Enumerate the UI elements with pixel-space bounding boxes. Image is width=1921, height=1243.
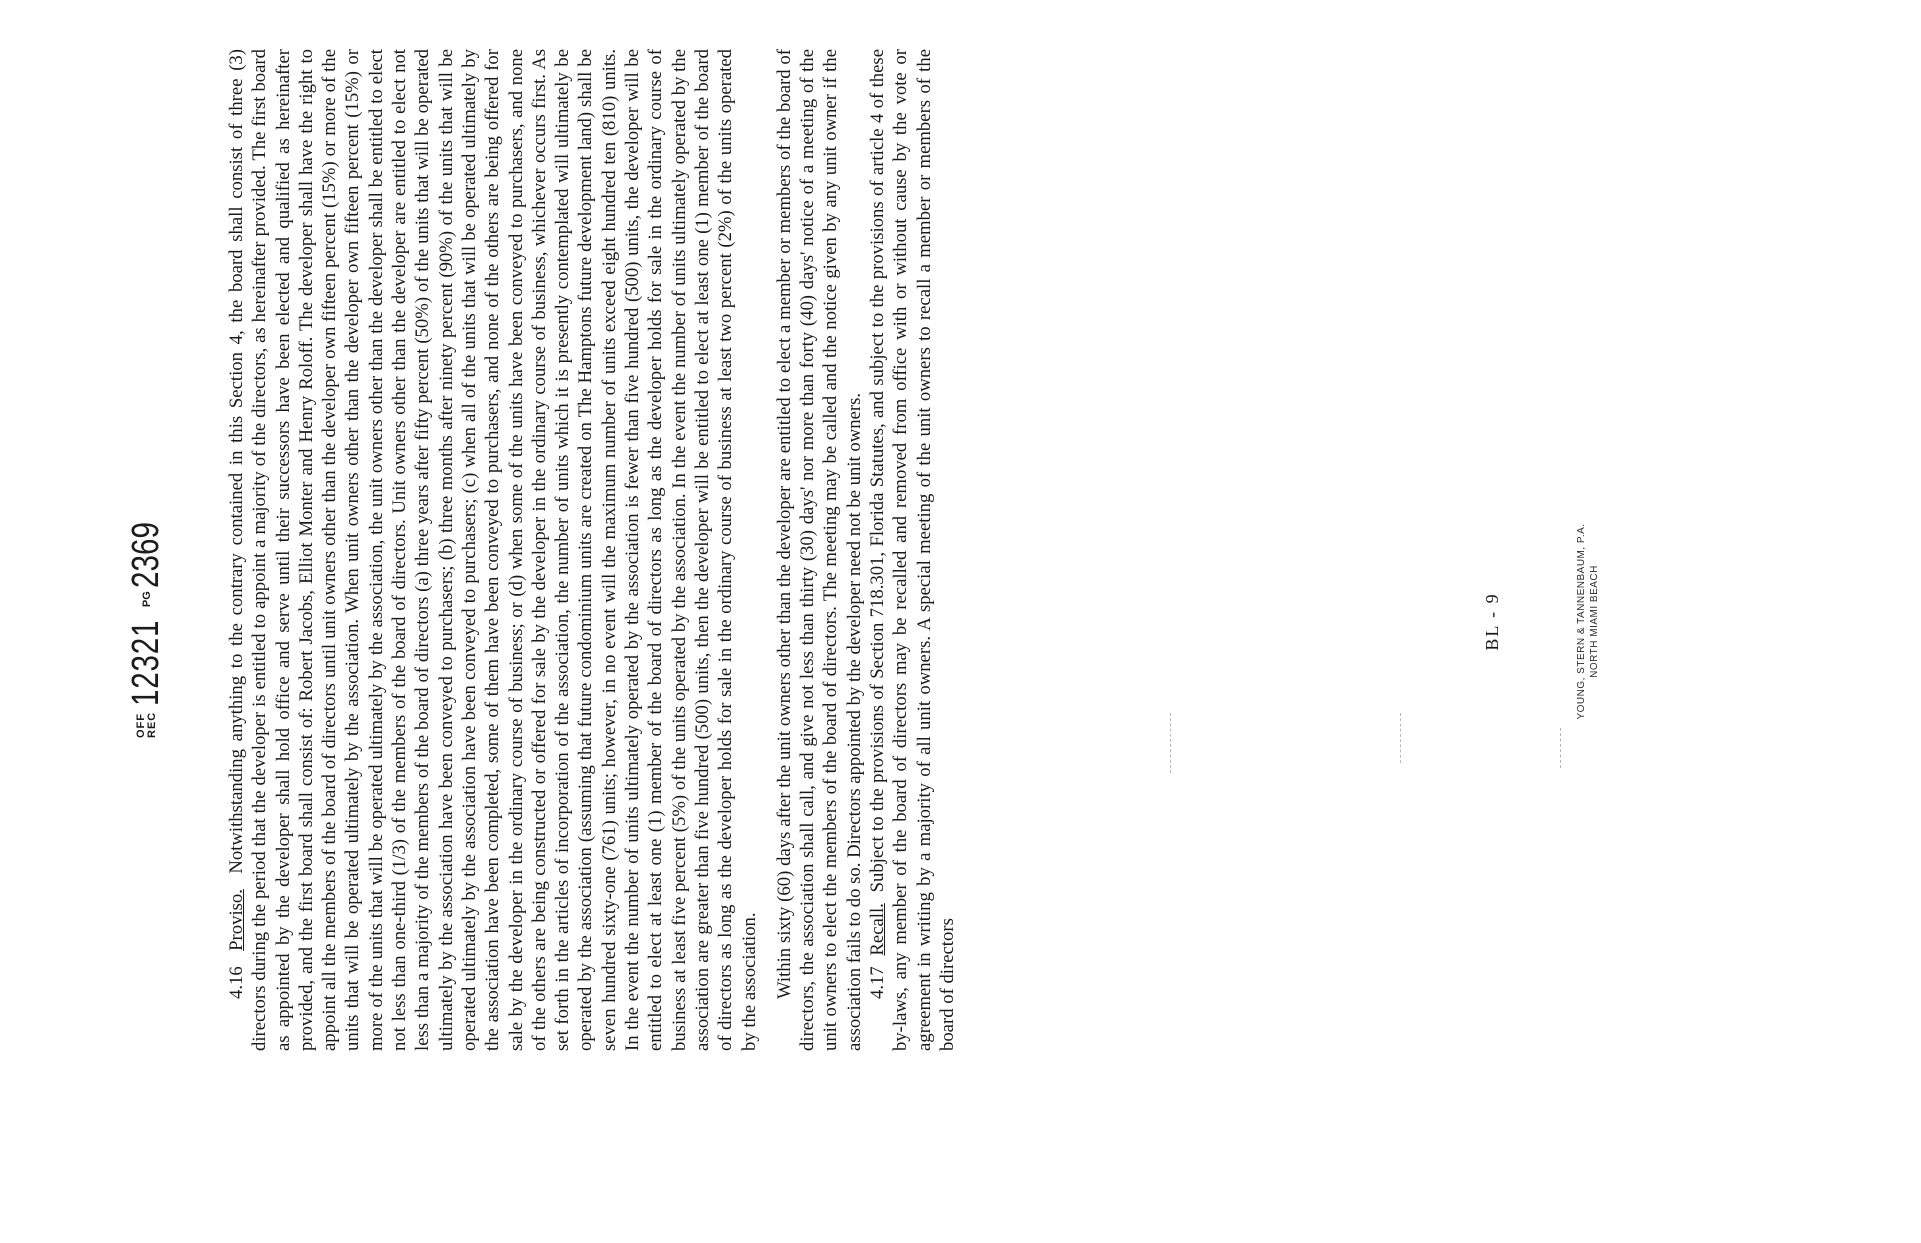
scan-artifact (1560, 728, 1561, 768)
off-label: OFF (134, 713, 147, 738)
document-body (225, 49, 959, 1051)
scan-artifact (1170, 713, 1171, 773)
official-record-stamp (125, 504, 168, 738)
scan-artifact (1400, 713, 1401, 763)
off-rec-label (136, 712, 158, 738)
book-number: 12321 (125, 619, 167, 706)
paragraph-text: Within sixty (60) days after the unit owners other than the developer are entitled to elect a member or members of the board of directors, the association shall call, and give not less than thirty (30) days' nor more than forty (40) days' notice of a meeting of the unit owners to elect the members of the board of directors. The meeting may be called and the notice given by any unit owner if the association fails to do so. Directors appointed by the developer need not be unit owners. (773, 49, 865, 1051)
section-text: Subject to the provisions of Section 718.301, Florida Statutes, and subject to the provisions of article 4 of these by-laws, any member of the board of directors may be recalled and removed from office with or without cause by the vote or agreement in writing by a majority of all unit owners. A special meeting of the unit owners to recall a member or members of the board of directors (867, 48, 958, 1051)
firm-footer (1575, 0, 1601, 1243)
firm-name: YOUNG, STERN & TANNENBAUM, P.A. (1576, 523, 1587, 720)
section-title: Recall. (867, 903, 889, 956)
section-recall (866, 49, 959, 1051)
section-title: Proviso. (226, 889, 247, 951)
paragraph-election-meeting (773, 49, 866, 1051)
section-proviso (225, 49, 761, 1051)
section-text: Notwithstanding anything to the contrary contained in this Section 4, the board shall consist of three (3) directors during the period that the developer is entitled to appoint a majority of the directors, as hereinafter provided. The first board as appointed by the developer shall hold office and serve until their successors have been elected and qualified as hereinafter provided, and the first board shall consist of: Robert Jacobs, Elliot Monter and Henry Roloff. The developer shall have the right to appoint all the members of the board of directors until unit owners other than the developer own fifteen percent (15%) or more of the units that will be operated ultimately by the association. When unit owners other than the developer own fifteen percent (15%) or more of the units that will be operated ultimately by the association, the unit owners other than the developer shall be entitled to elect not less than one-third (1/3) of the members of the board of directors. Unit owners other than the developer are entitled to elect not less than a majority of the members of the board of directors (a) three years after fifty percent (50%) of the units that will be operated ultimately by the association have been conveyed to purchasers; (b) three months after ninety percent (90%) of the units that will be operated ultimately by the association have been conveyed to purchasers; (c) when all of the units that will be operated ultimately by the association have been completed, some of them have been conveyed to purchasers, and none of the others are being offered for sale by the developer in the ordinary course of business; or (d) when some of the units have been conveyed to purchasers, and none of the others are being constructed or offered for sale by the developer in the ordinary course of business, whichever occurs first. As set forth in the articles of incorporation of the association, the number of units which it is presently contemplated will ultimately be operated by the association (assuming that future condominium units are created on The Hamptons future development land) shall be seven hundred sixty-one (761) units; however, in no event will the maximum number of units exceed eight hundred ten (810) units. In the event the number of units ultimately operated by the association is fewer than five hundred (500) units, the developer will be entitled to elect at least one (1) member of the board of directors as long as the developer holds for sale in the ordinary course of business at least five percent (5%) of the units operated by the association. In the event the number of units ultimately operated by the association are greater than five hundred (500) units, then the developer will be entitled to elect at least one (1) member of the board of directors as long as the developer holds for sale in the ordinary course of business at least two percent (2%) of the units operated by the association. (226, 49, 760, 1051)
page-number: 2369 (125, 522, 167, 589)
section-number: 4.16 (226, 966, 247, 999)
page-code: BL - 9 (1482, 592, 1502, 651)
firm-location: NORTH MIAMI BEACH (1589, 565, 1600, 678)
section-number: 4.17 (867, 966, 889, 999)
rec-label: REC (145, 711, 158, 738)
page-label: PG (140, 591, 153, 608)
page-ref (125, 504, 168, 607)
